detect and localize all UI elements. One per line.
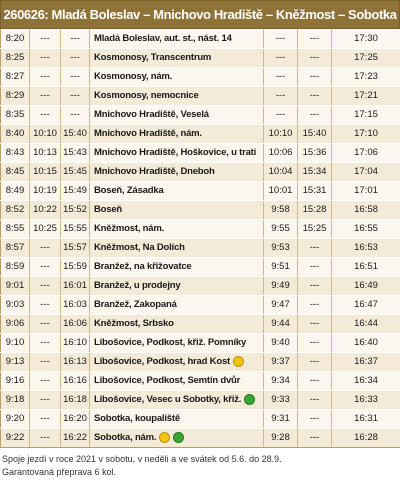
departure-time-cell: 17:23 [332, 67, 400, 86]
departure-time-cell: --- [298, 295, 332, 314]
departure-time-cell: 10:19 [30, 181, 61, 200]
departure-time-cell: --- [298, 105, 332, 124]
departure-time-cell: 8:59 [1, 257, 30, 276]
table-row [1, 409, 400, 428]
table-row [1, 105, 400, 124]
departure-time-cell: 16:58 [332, 200, 400, 219]
stop-name: Libošovice, Podkost, hrad Kost [94, 356, 230, 367]
stop-name-wrapper [94, 204, 122, 215]
table-row [1, 371, 400, 390]
departure-time-cell: 17:15 [332, 105, 400, 124]
departure-time-cell: 8:29 [1, 86, 30, 105]
stop-name-cell [90, 409, 264, 428]
departure-time-cell: 10:04 [264, 162, 298, 181]
table-row [1, 48, 400, 67]
route-title: 260626: Mladá Boleslav – Mnichovo Hradiště – Kněžmost – Sobotka [3, 7, 397, 22]
departure-time-cell: --- [30, 371, 61, 390]
table-row [1, 352, 400, 371]
departure-time-cell: 17:01 [332, 181, 400, 200]
table-row [1, 86, 400, 105]
departure-time-cell: 15:49 [61, 181, 90, 200]
departure-time-cell: 15:59 [61, 257, 90, 276]
departure-time-cell: --- [30, 352, 61, 371]
stop-name: Libošovice, Vesec u Sobotky, křiž. [94, 394, 242, 405]
stop-name-wrapper [94, 52, 211, 63]
departure-time-cell: --- [30, 48, 61, 67]
departure-time-cell: --- [30, 390, 61, 409]
table-row [1, 200, 400, 219]
departure-time-cell: 8:45 [1, 162, 30, 181]
stop-name-wrapper [94, 356, 244, 367]
stop-name-wrapper [94, 318, 174, 329]
departure-time-cell: --- [298, 238, 332, 257]
departure-time-cell: 9:40 [264, 333, 298, 352]
route-title-bar [0, 0, 400, 29]
stop-name-wrapper [94, 432, 184, 443]
stop-name: Sobotka, koupaliště [94, 413, 180, 424]
departure-time-cell: --- [264, 48, 298, 67]
departure-time-cell: --- [298, 371, 332, 390]
stop-name-wrapper [94, 128, 202, 139]
departure-time-cell: 15:57 [61, 238, 90, 257]
departure-time-cell: 16:53 [332, 238, 400, 257]
departure-time-cell: 9:49 [264, 276, 298, 295]
departure-time-cell: 15:40 [61, 124, 90, 143]
departure-time-cell: 17:04 [332, 162, 400, 181]
departure-time-cell: --- [30, 257, 61, 276]
yellow-circle-icon [159, 432, 170, 443]
stop-name-cell [90, 181, 264, 200]
departure-time-cell: 9:22 [1, 428, 30, 447]
table-row [1, 428, 400, 447]
departure-time-cell: --- [298, 333, 332, 352]
stop-name-cell [90, 390, 264, 409]
departure-time-cell: 9:31 [264, 409, 298, 428]
departure-time-cell: 9:37 [264, 352, 298, 371]
departure-time-cell: 16:20 [61, 409, 90, 428]
departure-time-cell: 10:25 [30, 219, 61, 238]
stop-name-cell [90, 29, 264, 48]
departure-time-cell: 16:33 [332, 390, 400, 409]
stop-name-cell [90, 352, 264, 371]
departure-time-cell: 16:13 [61, 352, 90, 371]
departure-time-cell: 17:06 [332, 143, 400, 162]
stop-name-wrapper [94, 413, 180, 424]
departure-time-cell: 8:27 [1, 67, 30, 86]
stop-name: Mladá Boleslav, aut. st., nást. 14 [94, 32, 232, 44]
departure-time-cell: --- [264, 105, 298, 124]
footnote-line-1: Spoje jezdí v roce 2021 v sobotu, v neděli a ve svátek od 5.6. do 28.9. [2, 454, 282, 464]
timetable-body [1, 29, 400, 447]
departure-time-cell: 8:20 [1, 29, 30, 48]
departure-time-cell: 16:40 [332, 333, 400, 352]
footnote-line-2: Garantovaná přeprava 6 kol. [2, 467, 117, 477]
stop-name-cell [90, 295, 264, 314]
departure-time-cell: --- [298, 257, 332, 276]
departure-time-cell: 15:40 [298, 124, 332, 143]
departure-time-cell: 15:31 [298, 181, 332, 200]
departure-time-cell: 16:18 [61, 390, 90, 409]
departure-time-cell: --- [30, 428, 61, 447]
departure-time-cell: 15:36 [298, 143, 332, 162]
departure-time-cell: 16:31 [332, 409, 400, 428]
departure-time-cell: 16:47 [332, 295, 400, 314]
stop-name: Kněžmost, Srbsko [94, 318, 174, 329]
departure-time-cell: 8:25 [1, 48, 30, 67]
departure-time-cell: 16:49 [332, 276, 400, 295]
departure-time-cell: --- [298, 314, 332, 333]
departure-time-cell: 15:28 [298, 200, 332, 219]
stop-name: Mnichovo Hradiště, nám. [94, 128, 202, 139]
departure-time-cell: 9:28 [264, 428, 298, 447]
stop-name-cell [90, 105, 264, 124]
stop-name: Mnichovo Hradiště, Hoškovice, u trati [94, 147, 257, 158]
stop-name: Libošovice, Podkost, křiž. Pomníky [94, 337, 247, 348]
departure-time-cell: 9:10 [1, 333, 30, 352]
departure-time-cell: 9:01 [1, 276, 30, 295]
stop-name: Kosmonosy, Transcentrum [94, 52, 212, 63]
departure-time-cell: 9:20 [1, 409, 30, 428]
departure-time-cell: 16:37 [332, 352, 400, 371]
departure-time-cell: --- [298, 86, 332, 105]
stop-name: Boseň [94, 204, 123, 215]
departure-time-cell: 8:57 [1, 238, 30, 257]
stop-name: Mnichovo Hradiště, Dneboh [94, 166, 215, 177]
departure-time-cell: 9:53 [264, 238, 298, 257]
departure-time-cell: --- [298, 48, 332, 67]
table-row [1, 257, 400, 276]
departure-time-cell: 8:35 [1, 105, 30, 124]
departure-time-cell: 9:51 [264, 257, 298, 276]
stop-name-cell [90, 124, 264, 143]
departure-time-cell: --- [30, 105, 61, 124]
departure-time-cell: 15:43 [61, 143, 90, 162]
stop-name-wrapper [94, 261, 192, 272]
departure-time-cell: 9:47 [264, 295, 298, 314]
stop-name-wrapper [94, 147, 256, 158]
departure-time-cell: --- [30, 276, 61, 295]
stop-name-wrapper [94, 90, 199, 101]
stop-name-cell [90, 219, 264, 238]
table-row [1, 295, 400, 314]
departure-time-cell: 9:18 [1, 390, 30, 409]
departure-time-cell: 16:51 [332, 257, 400, 276]
stop-name-cell [90, 143, 264, 162]
departure-time-cell: 16:22 [61, 428, 90, 447]
departure-time-cell: 10:10 [264, 124, 298, 143]
departure-time-cell: 10:10 [30, 124, 61, 143]
departure-time-cell: 16:44 [332, 314, 400, 333]
table-row [1, 67, 400, 86]
departure-time-cell: 8:43 [1, 143, 30, 162]
departure-time-cell: 8:40 [1, 124, 30, 143]
departure-time-cell: --- [264, 29, 298, 48]
departure-time-cell: 9:06 [1, 314, 30, 333]
departure-time-cell: 16:16 [61, 371, 90, 390]
stop-name-wrapper [94, 337, 246, 348]
departure-time-cell: 17:25 [332, 48, 400, 67]
footnote [2, 453, 398, 479]
table-row [1, 124, 400, 143]
stop-name-wrapper [94, 375, 240, 386]
departure-time-cell: 16:06 [61, 314, 90, 333]
departure-time-cell: --- [298, 29, 332, 48]
stop-name-cell [90, 162, 264, 181]
stop-name: Mnichovo Hradiště, Veselá [94, 109, 209, 120]
departure-time-cell: 10:01 [264, 181, 298, 200]
departure-time-cell: 9:03 [1, 295, 30, 314]
departure-time-cell: 16:28 [332, 428, 400, 447]
departure-time-cell: --- [298, 67, 332, 86]
stop-name-cell [90, 333, 264, 352]
stop-name: Boseň, Zásadka [94, 185, 164, 196]
table-row [1, 238, 400, 257]
stop-name-cell [90, 314, 264, 333]
departure-time-cell: --- [298, 428, 332, 447]
stop-name: Kosmonosy, nám. [94, 71, 173, 82]
departure-time-cell: 16:01 [61, 276, 90, 295]
departure-time-cell: 9:13 [1, 352, 30, 371]
stop-name-cell [90, 257, 264, 276]
departure-time-cell: --- [30, 295, 61, 314]
table-row [1, 333, 400, 352]
departure-time-cell: 9:34 [264, 371, 298, 390]
green-circle-icon [173, 432, 184, 443]
green-circle-icon [244, 394, 255, 405]
departure-time-cell: 9:16 [1, 371, 30, 390]
departure-time-cell: 16:34 [332, 371, 400, 390]
departure-time-cell: 9:58 [264, 200, 298, 219]
departure-time-cell: 17:30 [332, 29, 400, 48]
departure-time-cell: 16:55 [332, 219, 400, 238]
departure-time-cell: --- [61, 86, 90, 105]
stop-name-cell [90, 67, 264, 86]
departure-time-cell: 8:49 [1, 181, 30, 200]
table-row [1, 314, 400, 333]
stop-name-wrapper [94, 223, 164, 234]
departure-time-cell: --- [30, 29, 61, 48]
departure-time-cell: --- [264, 67, 298, 86]
departure-time-cell: 15:45 [61, 162, 90, 181]
departure-time-cell: --- [30, 409, 61, 428]
departure-time-cell: --- [30, 67, 61, 86]
table-row [1, 162, 400, 181]
stop-name-cell [90, 238, 264, 257]
stop-name: Branžež, u prodejny [94, 280, 181, 291]
stop-name-wrapper [94, 280, 180, 291]
departure-time-cell: --- [61, 48, 90, 67]
stop-name-cell [90, 86, 264, 105]
stop-name-cell [90, 276, 264, 295]
stop-name: Kosmonosy, nemocnice [94, 90, 199, 101]
timetable [0, 29, 400, 448]
departure-time-cell: 15:52 [61, 200, 90, 219]
stop-name: Branžež, Zakopaná [94, 299, 177, 310]
stop-name-wrapper [94, 394, 255, 405]
departure-time-cell: 10:15 [30, 162, 61, 181]
table-row [1, 276, 400, 295]
departure-time-cell: --- [264, 86, 298, 105]
stop-name-wrapper [94, 242, 185, 253]
table-row [1, 390, 400, 409]
departure-time-cell: 9:44 [264, 314, 298, 333]
stop-name: Libošovice, Podkost, Semtín dvůr [94, 375, 241, 386]
stop-name: Kněžmost, Na Dolích [94, 242, 185, 253]
departure-time-cell: 10:06 [264, 143, 298, 162]
departure-time-cell: 9:55 [264, 219, 298, 238]
departure-time-cell: 15:25 [298, 219, 332, 238]
departure-time-cell: --- [30, 314, 61, 333]
departure-time-cell: --- [61, 67, 90, 86]
departure-time-cell: --- [298, 390, 332, 409]
stop-name-wrapper [94, 33, 232, 44]
departure-time-cell: --- [61, 29, 90, 48]
departure-time-cell: --- [30, 238, 61, 257]
stop-name: Kněžmost, nám. [94, 223, 165, 234]
departure-time-cell: --- [30, 333, 61, 352]
departure-time-cell: --- [30, 86, 61, 105]
departure-time-cell: 15:34 [298, 162, 332, 181]
stop-name-wrapper [94, 109, 209, 120]
yellow-circle-icon [233, 356, 244, 367]
departure-time-cell: 16:03 [61, 295, 90, 314]
stop-name-cell [90, 48, 264, 67]
stop-name-wrapper [94, 166, 215, 177]
stop-name-cell [90, 371, 264, 390]
departure-time-cell: --- [61, 105, 90, 124]
departure-time-cell: 10:22 [30, 200, 61, 219]
departure-time-cell: 15:55 [61, 219, 90, 238]
departure-time-cell: 8:55 [1, 219, 30, 238]
stop-name: Branžež, na křižovatce [94, 261, 192, 272]
stop-name-wrapper [94, 71, 172, 82]
stop-name-cell [90, 200, 264, 219]
stop-name: Sobotka, nám. [94, 432, 157, 443]
departure-time-cell: 10:13 [30, 143, 61, 162]
table-row [1, 143, 400, 162]
departure-time-cell: --- [298, 352, 332, 371]
departure-time-cell: 8:52 [1, 200, 30, 219]
departure-time-cell: 9:33 [264, 390, 298, 409]
table-row [1, 181, 400, 200]
departure-time-cell: --- [298, 276, 332, 295]
stop-name-cell [90, 428, 264, 447]
stop-name-wrapper [94, 299, 177, 310]
stop-name-wrapper [94, 185, 164, 196]
departure-time-cell: 16:10 [61, 333, 90, 352]
table-row [1, 219, 400, 238]
departure-time-cell: --- [298, 409, 332, 428]
table-row [1, 29, 400, 48]
departure-time-cell: 17:21 [332, 86, 400, 105]
departure-time-cell: 17:10 [332, 124, 400, 143]
